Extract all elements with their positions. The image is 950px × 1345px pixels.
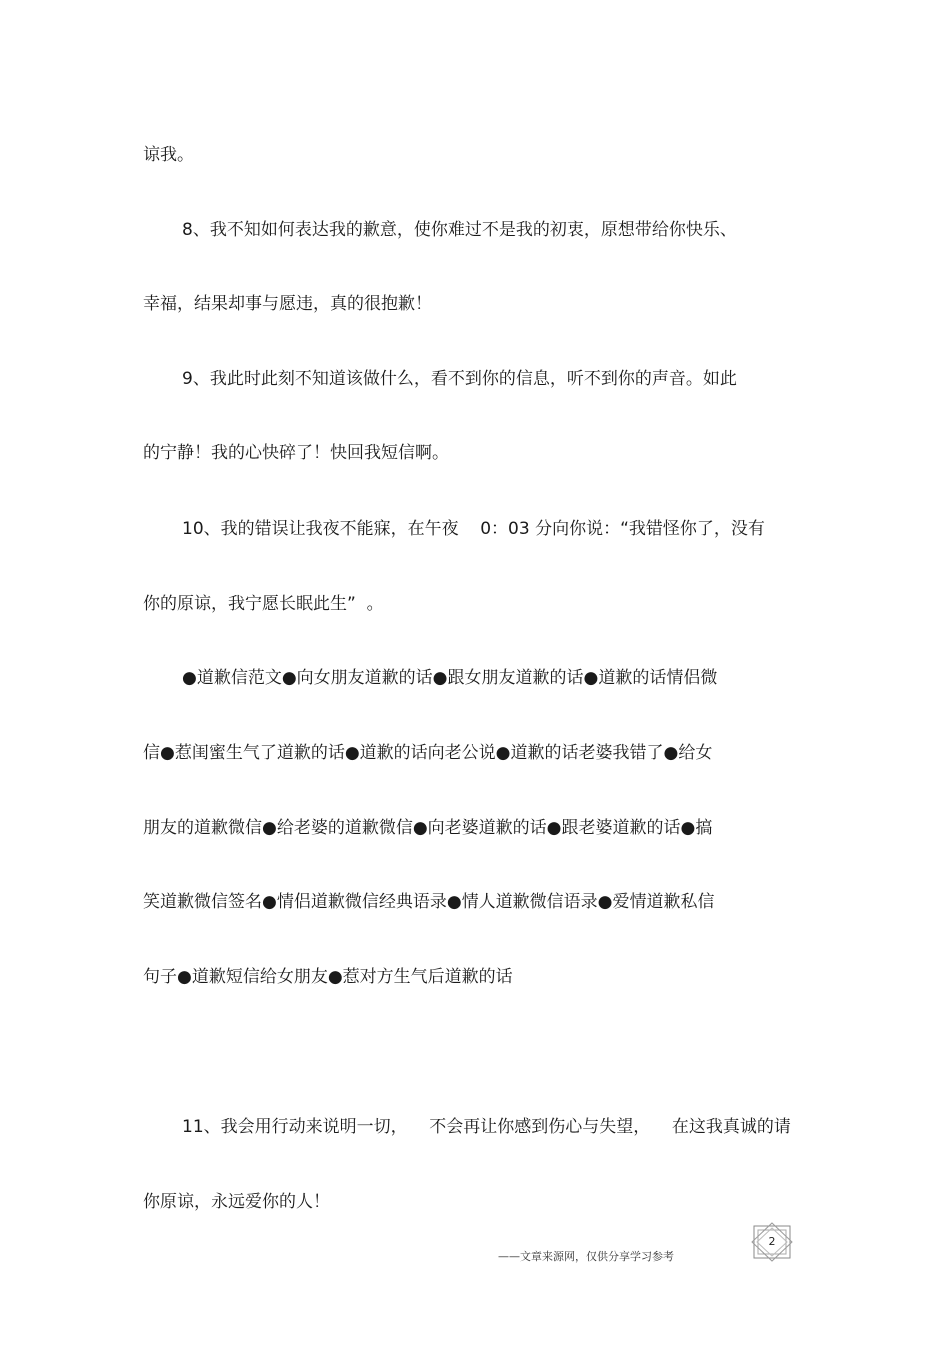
paragraph-line: 10、我的错误让我夜不能寐，在午夜 0：03 分向你说：“我错怪你了，没有 [182, 519, 765, 539]
paragraph-line: ●道歉信范文●向女朋友道歉的话●跟女朋友道歉的话●道歉的话情侣微 [182, 668, 718, 688]
paragraph-line: 你的原谅，我宁愿长眠此生” 。 [143, 594, 384, 614]
page-number-badge [750, 1222, 794, 1262]
paragraph-line: 谅我。 [143, 145, 194, 165]
paragraph-line: 你原谅，永远爱你的人！ [143, 1192, 330, 1212]
paragraph-line: 11、我会用行动来说明一切， 不会再让你感到伤心与失望， 在这我真诚的请 [182, 1117, 791, 1137]
paragraph-line: 幸福，结果却事与愿违，真的很抱歉！ [143, 294, 432, 314]
paragraph-line: 9、我此时此刻不知道该做什么，看不到你的信息，听不到你的声音。如此 [182, 369, 737, 389]
paragraph-line: 笑道歉微信签名●情侣道歉微信经典语录●情人道歉微信语录●爱情道歉私信 [143, 892, 715, 912]
paragraph-line: 句子●道歉短信给女朋友●惹对方生气后道歉的话 [143, 967, 513, 987]
paragraph-line: 的宁静！我的心快碎了！快回我短信啊。 [143, 443, 449, 463]
page-number: 2 [768, 1235, 776, 1248]
paragraph-line: 朋友的道歉微信●给老婆的道歉微信●向老婆道歉的话●跟老婆道歉的话●搞 [143, 818, 713, 838]
paragraph-line: 8、我不知如何表达我的歉意，使你难过不是我的初衷，原想带给你快乐、 [182, 220, 737, 240]
source-note: ——文章来源网，仅供分享学习参考 [498, 1250, 674, 1263]
paragraph-line: 信●惹闺蜜生气了道歉的话●道歉的话向老公说●道歉的话老婆我错了●给女 [143, 743, 713, 763]
